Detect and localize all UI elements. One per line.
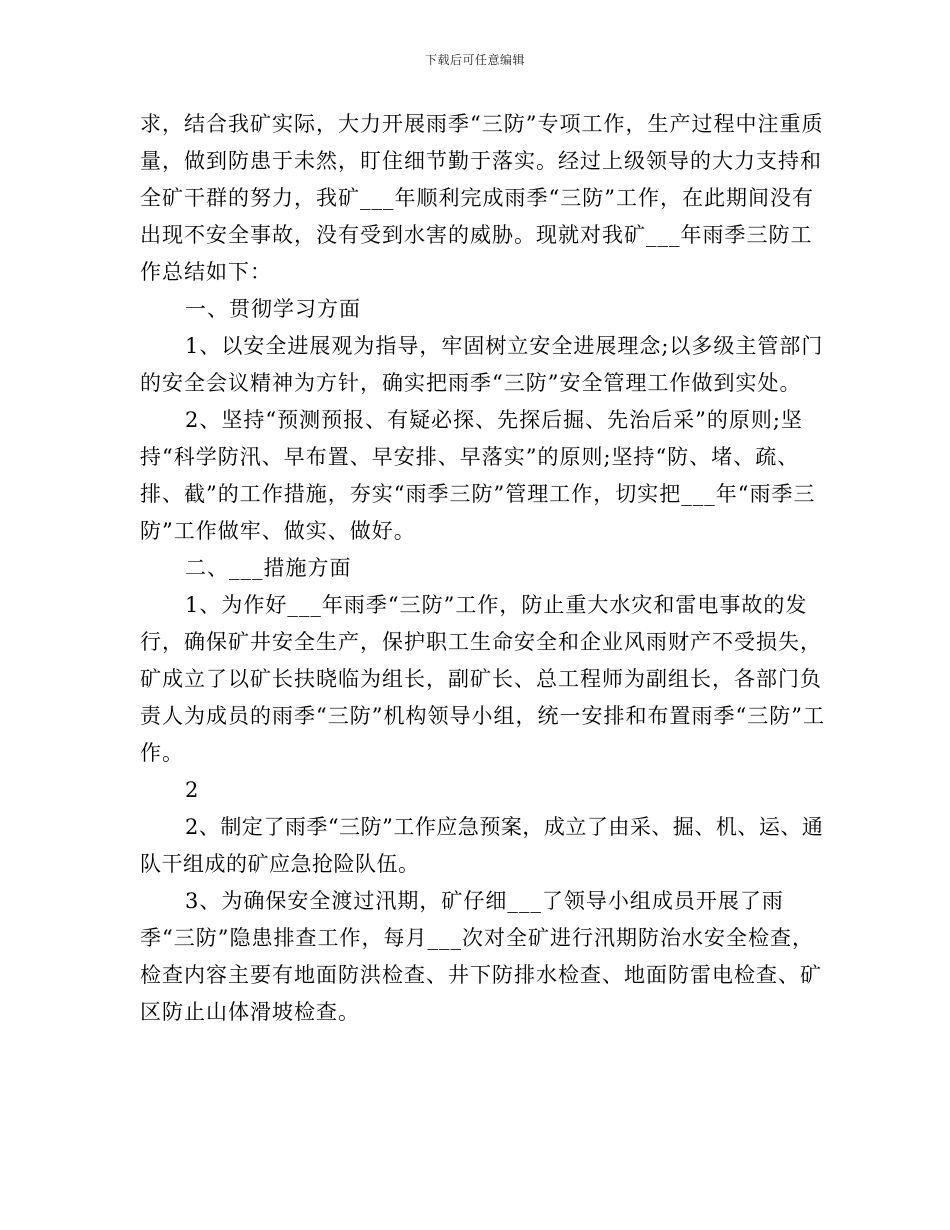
intro-paragraph: 求，结合我矿实际，大力开展雨季“三防”专项工作，生产过程中注重质量，做到防患于未然，盯住细节勤于落实。经过上级领导的大力支持和全矿干群的努力，我矿___年顺利完成雨季“三防”工作，在此期间没有出现不安全事故，没有受到水害的威胁。现就对我矿___年雨季三防工作总结如下： — [140, 112, 824, 284]
section-1-item-1: 1、以安全进展观为指导，牢固树立安全进展理念;以多级主管部门的安全会议精神为方针，确实把雨季“三防”安全管理工作做到实处。 — [140, 334, 824, 395]
section-heading-2: 二、___措施方面 — [185, 556, 352, 580]
page-header: 下载后可任意编辑 — [424, 53, 525, 67]
section-1-item-2: 2、坚持“预测预报、有疑必探、先探后掘、先治后采”的原则;坚持“科学防汛、早布置、早安排、早落实”的原则;坚持“防、堵、疏、排、截”的工作措施，夯实“雨季三防”管理工作，切实把___年“雨季三防”工作做牢、做实、做好。 — [140, 408, 816, 543]
section-2-item-1: 1、为作好___年雨季“三防”工作，防止重大水灾和雷电事故的发行，确保矿井安全生产，保护职工生命安全和企业风雨财产不受损失，矿成立了以矿长扶晓临为组长，副矿长、总工程师为副组长，各部门负责人为成员的雨季“三防”机构领导小组，统一安排和布置雨季“三防”工作。 — [140, 593, 825, 765]
document-body — [140, 106, 830, 1031]
section-2-item-3: 3、为确保安全渡过汛期，矿仔细___了领导小组成员开展了雨季“三防”隐患排查工作，每月___次对全矿进行汛期防治水安全检查，检查内容主要有地面防洪检查、井下防排水检查、地面防雷电检查、矿区防止山体滑坡检查。 — [140, 889, 822, 1024]
page-number: 2 — [185, 778, 200, 802]
section-2-item-2: 2、制定了雨季“三防”工作应急预案，成立了由采、掘、机、运、通队干组成的矿应急抢险队伍。 — [140, 815, 824, 876]
section-heading-1: 一、贯彻学习方面 — [185, 297, 361, 321]
